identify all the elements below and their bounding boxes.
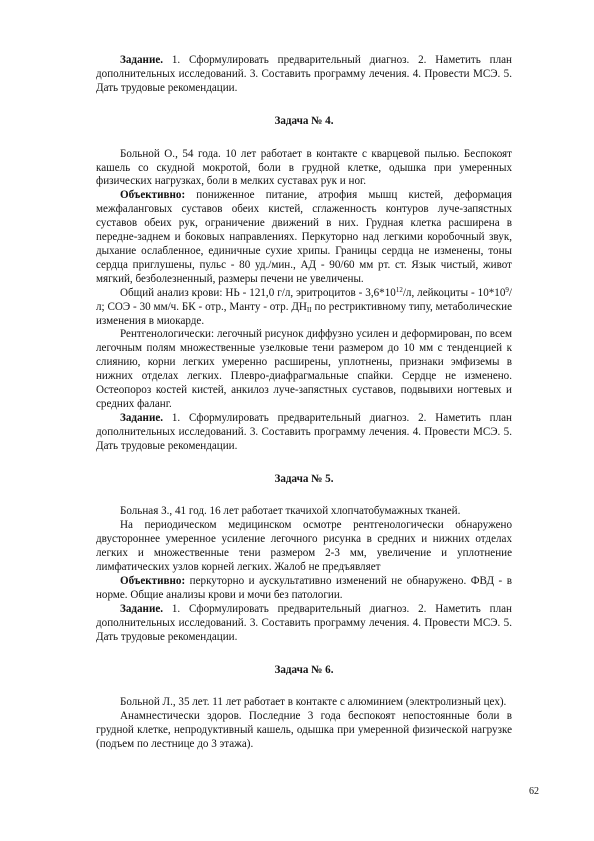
task5-objective-text: перкуторно и аускультативно изменений не обнаружено. ФВД - в норме. Общие анализы крови и мочи без патологии. bbox=[96, 575, 512, 601]
task4-assignment bbox=[96, 412, 512, 454]
blood-sup-1: 12 bbox=[395, 285, 403, 294]
blood-text-3: /л; СОЭ - 30 мм/ч. БК - отр., Манту - отр. ДН bbox=[96, 286, 512, 313]
assignment-label: Задание. bbox=[120, 411, 164, 424]
assignment-text: 1. Сформулировать предварительный диагноз. 2. Наметить план дополнительных исследований. 3. Составить программу лечения. 4. Провести МСЭ. 5. Дать трудовые рекомендации. bbox=[96, 411, 512, 452]
assignment-intro bbox=[96, 54, 512, 96]
blood-text-2: /л, лейкоциты - 10*10 bbox=[402, 286, 506, 299]
objective-label: Объективно: bbox=[120, 189, 186, 202]
task6-patient: Больной Л., 35 лет. 11 лет работает в контакте с алюминием (электролизный цех). bbox=[120, 696, 507, 709]
task5-objective bbox=[96, 575, 512, 603]
task4-xray: Рентгенологически: легочный рисунок диффузно усилен и деформирован, по всем легочным полям множественные узелковые тени размером до 10 мм с тенденцией к слиянию, корни легких умеренно расширены, уплотнены, признаки эмфиземы в нижних отделах легких. Плевро-диафрагмальные спайки. Сердце не изменено. Остеопороз костей кистей, анкилоз луче-запястных суставов, подвывихи ногтевых и средних фаланг. bbox=[96, 328, 512, 410]
blood-text-1: Общий анализ крови: НЬ - 121,0 г/л, эритроцитов - 3,6*10 bbox=[120, 286, 396, 299]
page-number: 62 bbox=[529, 786, 539, 797]
page-content bbox=[96, 54, 512, 752]
task6-title: Задача № 6. bbox=[274, 663, 334, 676]
task4-objective-text: пониженное питание, атрофия мышц кистей, деформация межфаланговых суставов обеих кистей, сглаженность контуров луче-запястных суставов обеих рук, ограничение движений в них. Грудная клетка расширена в передне-заднем и боковых направлениях. Перкуторно над легкими коробочный звук, дыхание ослабленное, единичные сухие хрипы. Границы сердца не изменены, тоны сердца приглушены, пульс - 80 уд./мин., АД - 90/60 мм рт. ст. Язык чистый, живот мягкий, безболезненный, размеры печени не увеличены. bbox=[96, 189, 512, 285]
task4-patient: Больной О., 54 года. 10 лет работает в контакте с кварцевой пылью. Беспокоят кашель со скудной мокротой, боли в грудной клетке, одышка при умеренных физических нагрузках, боли в мелких суставах рук и ног. bbox=[96, 147, 512, 188]
blood-sup-2: 9 bbox=[505, 285, 509, 294]
task5-assignment bbox=[96, 603, 512, 645]
blood-text-4: по рестриктивному типу, метаболические изменения в миокарде. bbox=[96, 300, 512, 327]
task5-patient: Больная З., 41 год. 16 лет работает ткачихой хлопчатобумажных тканей. bbox=[120, 505, 461, 518]
assignment-text: 1. Сформулировать предварительный диагноз. 2. Наметить план дополнительных исследований. 3. Составить программу лечения. 4. Провести МСЭ. 5. Дать трудовые рекомендации. bbox=[96, 602, 512, 643]
task6-anamnesis: Анамнестически здоров. Последние 3 года беспокоят непостоянные боли в грудной клетке, непродуктивный кашель, одышка при умеренной физической нагрузке (подъем по лестнице до 3 этажа). bbox=[96, 710, 512, 751]
objective-label: Объективно: bbox=[120, 575, 186, 587]
task4-blood-test bbox=[96, 287, 512, 329]
task4-title: Задача № 4. bbox=[274, 114, 334, 127]
task5-exam: На периодическом медицинском осмотре рентгенологически обнаружено двустороннее умеренное усиление легочного рисунка в средних и нижних отделах легких и множественные тени размером 2-3 мм, увеличение и уплотнение лимфатических узлов корней легких. Жалоб не предъявляет bbox=[96, 519, 512, 574]
assignment-text: 1. Сформулировать предварительный диагноз. 2. Наметить план дополнительных исследований. 3. Составить программу лечения. 4. Провести МСЭ. 5. Дать трудовые рекомендации. bbox=[96, 54, 512, 94]
blood-sub: II bbox=[306, 305, 312, 314]
assignment-label: Задание. bbox=[120, 54, 164, 66]
task4-objective bbox=[96, 189, 512, 286]
assignment-label: Задание. bbox=[120, 602, 164, 615]
task5-title: Задача № 5. bbox=[274, 472, 334, 485]
